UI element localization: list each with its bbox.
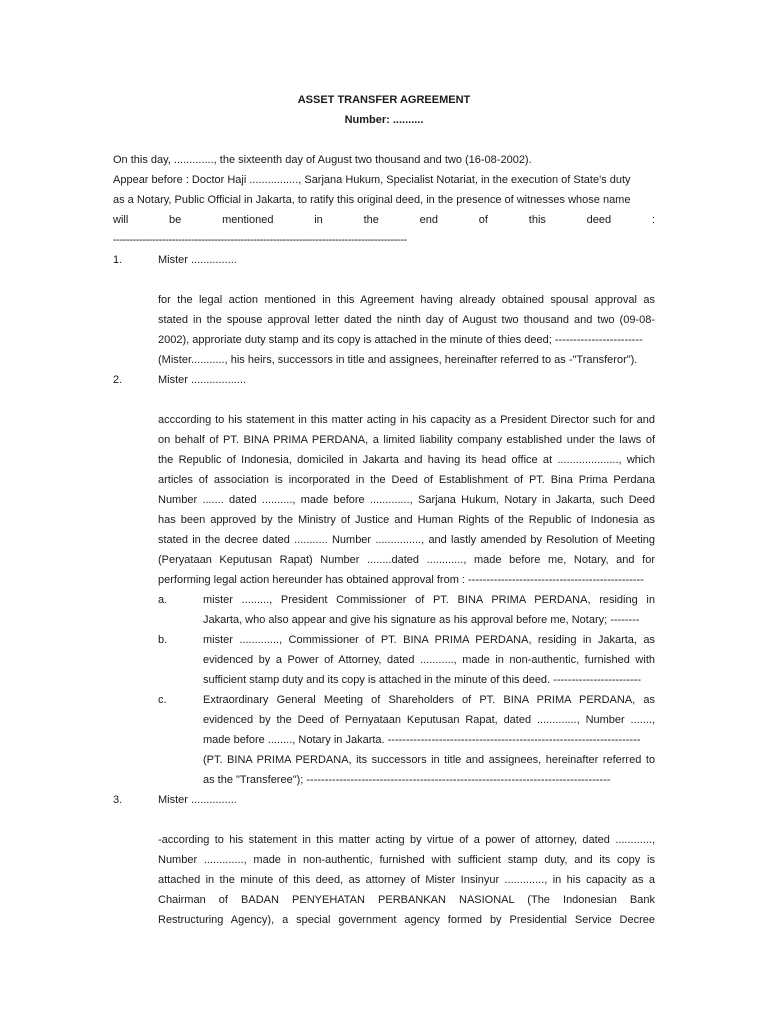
subitem-b-line: mister ............., Commissioner of PT. BINA PRIMA PERDANA, residing in Jakarta, as <box>203 634 655 646</box>
party-2-line: performing legal action hereunder has obtained approval from : ------------------------------------------------ <box>158 574 644 586</box>
subitem-c-line: as the "Transferee"); ----------------------------------------------------------------------------------- <box>203 774 611 786</box>
party-1-line: stated in the spouse approval letter dated the ninth day of August two thousand and two (09-08- <box>158 314 655 326</box>
intro-divider: ------------------------------------------------------------------------------------------ <box>113 234 407 246</box>
intro-line-2: Appear before : Doctor Haji ................, Sarjana Hukum, Specialist Notariat, in the execution of State's duty <box>113 174 631 186</box>
party-1-number: 1. <box>113 254 123 266</box>
subitem-c-line: made before ........, Notary in Jakarta. --------------------------------------------------------------------- <box>203 734 641 746</box>
subitem-c-line: evidenced by the Deed of Pernyataan Keputusan Rapat, dated ............., Number ......., <box>203 714 655 726</box>
subitem-c-letter: c. <box>158 694 167 706</box>
intro-line-1: On this day, ............., the sixteenth day of August two thousand and two (16-08-2002). <box>113 154 532 166</box>
party-1-line: for the legal action mentioned in this Agreement having already obtained spousal approval as <box>158 294 655 306</box>
party-2-line: Number ....... dated .........., made before ............., Sarjana Hukum, Notary in Jakarta, such Deed <box>158 494 655 506</box>
party-2-line: (Peryataan Keputusan Rapat) Number ........dated ............, made before me, Notary, and for <box>158 554 655 566</box>
party-3-line: -according to his statement in this matter acting by virtue of a power of attorney, dated ............, <box>158 834 655 846</box>
intro-line-3: as a Notary, Public Official in Jakarta, to ratify this original deed, in the presence of witnesses whose name <box>113 194 631 206</box>
party-3-line: Restructuring Agency), a special government agency formed by Presidential Service Decree <box>158 914 655 926</box>
party-3-line: Number ............., made in non-authentic, furnished with sufficient stamp duty, and its copy is <box>158 854 655 866</box>
intro-line-4: will be mentioned in the end of this deed : <box>113 214 655 226</box>
party-1-line: (Mister..........., his heirs, successors in title and assignees, hereinafter referred to as -"Transferor"). <box>158 354 638 366</box>
document-number: Number: .......... <box>344 114 424 126</box>
party-2-number: 2. <box>113 374 123 386</box>
document-title: ASSET TRANSFER AGREEMENT <box>297 94 471 106</box>
subitem-b-letter: b. <box>158 634 168 646</box>
subitem-c-line: Extraordinary General Meeting of Shareholders of PT. BINA PRIMA PERDANA, as <box>203 694 655 706</box>
party-2-line: acccording to his statement in this matter acting in his capacity as a President Director such for and <box>158 414 655 426</box>
party-2-line: the Republic of Indonesia, domiciled in Jakarta and having its head office at ...................., which <box>158 454 655 466</box>
party-2-line: articles of association is incorporated in the Deed of Establishment of PT. Bina Prima Perdana <box>158 474 655 486</box>
party-1-line: 2002), approriate duty stamp and its copy is attached in the minute of thies deed; ------------------------ <box>158 334 643 346</box>
subitem-a-line: Jakarta, who also appear and give his signature as his approval before me, Notary; -------- <box>203 614 640 626</box>
party-3-line: attached in the minute of this deed, as attorney of Mister Insinyur ............., in his capacity as a <box>158 874 655 886</box>
party-3-name: Mister ............... <box>158 794 237 806</box>
party-2-line: stated in the decree dated ........... Number ..............., and lastly amended by Resolution of Meeting <box>158 534 655 546</box>
party-2-line: on behalf of PT. BINA PRIMA PERDANA, a limited liability company established under the laws of <box>158 434 655 446</box>
party-3-number: 3. <box>113 794 123 806</box>
party-1-name: Mister ............... <box>158 254 237 266</box>
subitem-c-line: (PT. BINA PRIMA PERDANA, its successors in title and assignees, hereinafter referred to <box>203 754 655 766</box>
party-2-name: Mister .................. <box>158 374 247 386</box>
subitem-b-line: evidenced by a Power of Attorney, dated ..........., made in non-authentic, furnished with <box>203 654 655 666</box>
subitem-a-letter: a. <box>158 594 168 606</box>
party-3-line: Chairman of BADAN PENYEHATAN PERBANKAN NASIONAL (The Indonesian Bank <box>158 894 655 906</box>
party-2-line: has been approved by the Ministry of Justice and Human Rights of the Republic of Indonesia as <box>158 514 655 526</box>
subitem-b-line: sufficient stamp duty and its copy is attached in the minute of this deed. ------------------------ <box>203 674 642 686</box>
subitem-a-line: mister ........., President Commissioner of PT. BINA PRIMA PERDANA, residing in <box>203 594 655 606</box>
